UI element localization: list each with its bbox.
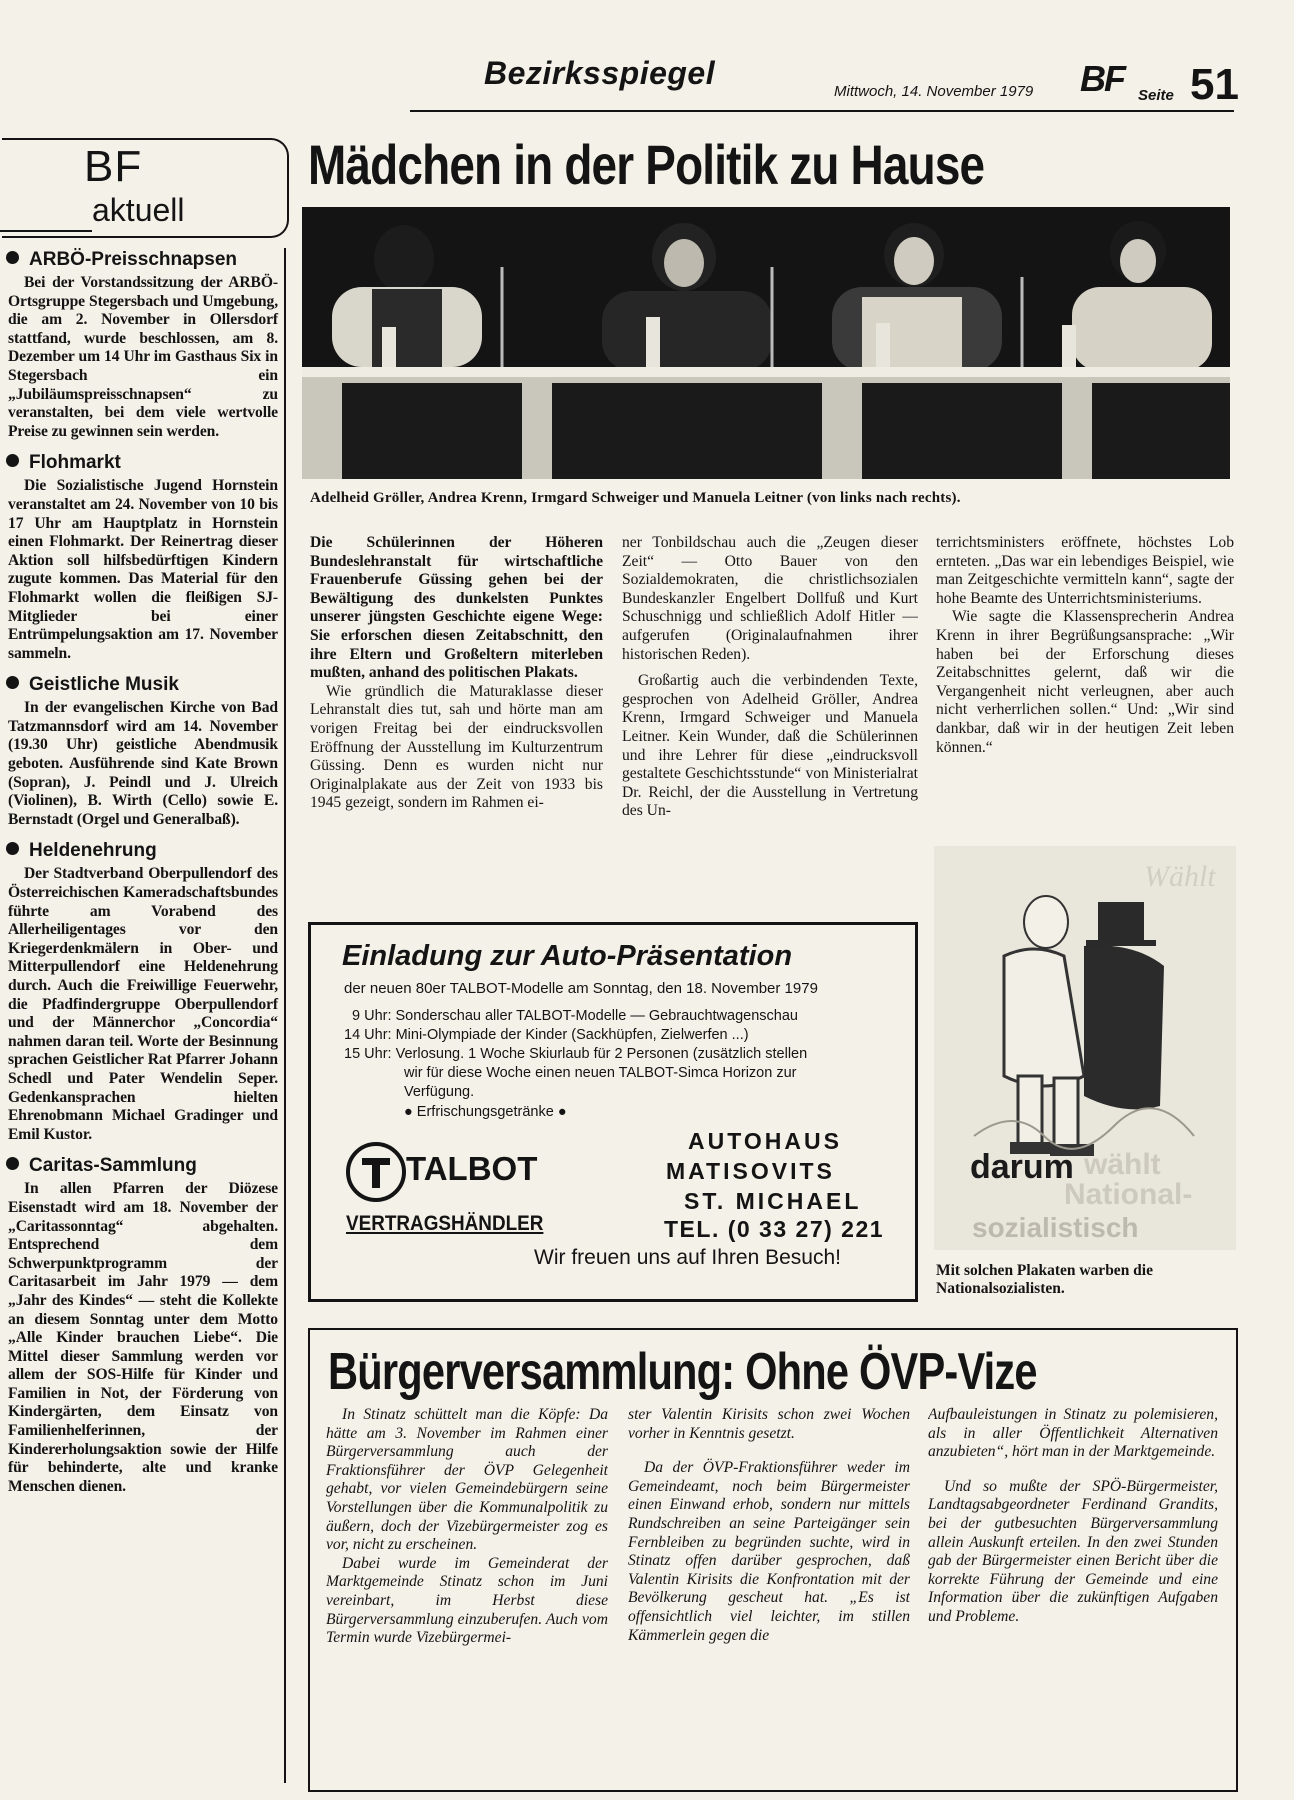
- brief-heading: ARBÖ-Preisschnapsen: [2, 248, 278, 272]
- article2-paragraph: Da der ÖVP-Fraktionsführer weder im Gemeindeamt, noch beim Bürgermeister einen Einwand erhob, sondern nur mittels Rundschreiben an seine Parteigänger sein Fernbleiben zu begründen suchte, wird in Stinatz offen darüber gesprochen, daß Valentin Kirisits die Konfrontation mit der Bevölkerung gescheut hat. „Es ist offensichtlich viel leichter, im stillen Kämmerlein gegen die: [628, 1459, 910, 1644]
- brief-text: In der evangelischen Kirche von Bad Tatzmannsdorf wird am 14. November (19.30 Uhr) geistliche Abendmusik geboten. Ausführende sind Kate Brown (Sopran), J. Peindl und J. Ulreich (Violinen), B. Wirth (Cello) sowie E. Bernstadt (Orgel und Generalbaß).: [8, 699, 278, 828]
- article-column-3: [936, 534, 1234, 834]
- article2-column-1: [326, 1406, 608, 1778]
- ad-schedule-line: Verfügung.: [404, 1084, 475, 1100]
- main-headline: Mädchen in der Politik zu Hause: [308, 133, 985, 196]
- brief-heading: Caritas-Sammlung: [2, 1154, 278, 1178]
- article-column-2: [622, 534, 918, 894]
- newspaper-logo: BF: [1080, 58, 1124, 99]
- brief-text: In allen Pfarren der Diözese Eisenstadt wird am 18. November der „Caritassonntag“ abgehalten. Entsprechend dem Schwerpunktprogramm der Caritasarbeit im Jahr 1979 — dem „Jahr des Kindes“ — steht die Kollekte an diesem Sonntag unter dem Motto „Alle Kinder brauchen Liebe“. Die Mittel dieser Sammlung werden vor allem der SOS-Hilfe für Kinder und Familien in Not, der Förderung von Kindergärten, dem Einsatz von Familienhelferinnen, der Kindererholungsaktion sowie der Hilfe für behinderte, alte und kranke Menschen dienen.: [8, 1180, 278, 1495]
- brief-item: [2, 451, 278, 663]
- ad-subtitle: der neuen 80er TALBOT-Modelle am Sonntag, den 18. November 1979: [344, 980, 818, 997]
- ad-schedule-line: 15 Uhr: Verlosung. 1 Woche Skiurlaub für 2 Personen (zusätzlich stellen: [344, 1046, 808, 1062]
- svg-text:Wählt: Wählt: [1144, 860, 1216, 893]
- bullet-icon: [6, 842, 19, 855]
- bf-aktuell-rule: [0, 230, 92, 232]
- page-number: 51: [1190, 60, 1239, 109]
- article2-paragraph: Dabei wurde im Gemeinderat der Marktgemeinde Stinatz schon im Juni vereinbart, im Herbst diese Bürgerversammlung einzuberufen. Auch vom Termin wurde Vizebürgermei-: [326, 1554, 608, 1647]
- article-paragraph: Wie sagte die Klassensprecherin Andrea Krenn in ihrer Begrüßungsansprache: „Wir haben bei der Erforschung dieses Zeitabschnittes gelernt, daß wir die Vergangenheit nicht verleugnen, aber auch nicht verherrlichen sollen.“ Und: „Wir sind dankbar, daß wir in der heutigen Zeit leben können.“: [936, 608, 1234, 756]
- brief-text: Der Stadtverband Oberpullendorf des Österreichischen Kameradschaftsbundes führte am Vorabend des Allerheiligentages vor den Kriegerdenkmälern in Ober- und Mitterpullendorf eine Heldenehrung durch. Auch die Freiwillige Feuerwehr, die Pfadfindergruppe Oberpullendorf und der Männerchor „Concordia“ nahmen daran teil. Worte der Besinnung sprachen Geistlicher Rat Pfarrer Johann Schedl und Pater Wendelin Seper. Gedenkansprachen hielten Ehrenobmann Michael Gradinger und Emil Kustor.: [8, 865, 278, 1143]
- article2-paragraph: In Stinatz schüttelt man die Köpfe: Da hätte am 3. November im Rahmen einer Bürgerversammlung auch der Fraktionsführer der ÖVP Gelegenheit gehabt, vor vielen Gemeindebürgern seine Vorstellungen über die Kommunalpolitik zu äußern, doch der Vizebürgermeister zog es vor, nicht zu erscheinen.: [326, 1406, 608, 1554]
- ad-phone: TEL. (0 33 27) 221: [664, 1216, 885, 1242]
- section-name: Bezirksspiegel: [484, 55, 716, 91]
- brief-heading: Heldenehrung: [2, 839, 278, 863]
- talbot-emblem-icon: [350, 1146, 402, 1198]
- photo-caption: Adelheid Gröller, Andrea Krenn, Irmgard Schweiger und Manuela Leitner (von links nach rechts).: [310, 490, 961, 506]
- photo-illustration: [302, 207, 1230, 479]
- poster-slogan-2: wählt: [1084, 1148, 1161, 1181]
- article2-paragraph: Und so mußte der SPÖ-Bürgermeister, Landtagsabgeordneter Ferdinand Grandits, bei der gutbesuchten Bürgerversammlung allein Auskunft erteilen. In den zwei Stunden gab der Bürgermeister einen Bericht über die korrekte Führung der Gemeinde und eine Information über die zukünftigen Aufgaben und Probleme.: [928, 1477, 1218, 1625]
- ad-address-line: AUTOHAUS: [688, 1128, 842, 1154]
- brief-text: Die Sozialistische Jugend Hornstein veranstaltet am 24. November von 10 bis 17 Uhr am Hauptplatz in Hornstein einen Flohmarkt. Der Reinertrag dieser Aktion soll hilfsbedürftigen Kindern zugute kommen. Das Material für den Flohmarkt wollen die fleißigen SJ-Mitglieder bei einer Entrümpelungsaktion am 17. November sammeln.: [8, 477, 278, 662]
- advertisement-box: [308, 922, 918, 1302]
- poster-slogan-3: National-: [1064, 1178, 1193, 1211]
- article-paragraph: Wie gründlich die Maturaklasse dieser Lehranstalt dies tut, sah und hörte man am vorigen Freitag bei der eindrucksvollen Eröffnung der Ausstellung im Kulturzentrum Güssing. Denn es wurden nicht nur Originalplakate aus der Zeit von 1933 bis 1945 gezeigt, sondern im Rahmen ei-: [310, 682, 603, 812]
- ad-welcome-text: Wir freuen uns auf Ihren Besuch!: [534, 1246, 841, 1269]
- article-column-1: [310, 534, 603, 894]
- ad-address-line: ST. MICHAEL: [684, 1188, 862, 1214]
- bf-aktuell-subtitle: aktuell: [92, 192, 185, 228]
- ad-schedule-line: 14 Uhr: Mini-Olympiade der Kinder (Sackhüpfen, Zielwerfen ...): [344, 1027, 749, 1043]
- brief-item: [2, 839, 278, 1144]
- poster-caption: Mit solchen Plakaten warben die Nationalsozialisten.: [936, 1262, 1153, 1297]
- brief-item: [2, 248, 278, 441]
- ad-refreshments: ● Erfrischungsgetränke ●: [404, 1104, 567, 1120]
- ad-schedule-line: wir für diese Woche einen neuen TALBOT-Simca Horizon zur: [404, 1065, 797, 1081]
- article2-paragraph: Aufbauleistungen in Stinatz zu polemisieren, als in aller Öffentlichkeit Alternativen anzubieten“, hört man in der Marktgemeinde.: [928, 1406, 1218, 1461]
- nazi-poster-image: [934, 846, 1236, 1250]
- poster-slogan-1: darum: [970, 1148, 1074, 1186]
- brief-text: Bei der Vorstandssitzung der ARBÖ-Ortsgruppe Stegersbach und Umgebung, die am 2. November in Ollersdorf stattfand, wurde beschlossen, am 8. Dezember um 14 Uhr im Gasthaus Six in Stegersbach ein „Jubiläumspreisschnapsen“ zu veranstalten, bei dem viele wertvolle Preise zu gewinnen sein werden.: [8, 274, 278, 440]
- brief-item: [2, 1154, 278, 1496]
- brief-heading: Geistliche Musik: [2, 673, 278, 697]
- news-briefs-column: [2, 248, 286, 1783]
- article-paragraph: terrichtsministers eröffnete, höchstes Lob ernteten. „Das war ein lebendiges Beispiel, wie man Zeitgeschichte vermitteln kann“, sagte der hohe Beamte des Unterrichtsministeriums.: [936, 534, 1234, 607]
- article2-column-2: [628, 1406, 910, 1778]
- press-photo: [302, 207, 1230, 479]
- ad-brand: TALBOT: [406, 1150, 538, 1187]
- ad-title: Einladung zur Auto-Präsentation: [342, 940, 793, 972]
- article2-paragraph: ster Valentin Kirisits schon zwei Wochen vorher in Kenntnis gesetzt.: [628, 1406, 910, 1442]
- talbot-logo-icon: [346, 1142, 406, 1202]
- article2-column-3: [928, 1406, 1218, 1778]
- article-paragraph: ner Tonbildschau auch die „Zeugen dieser Zeit“ — Otto Bauer von den Sozialdemokraten, die christlichsozialen Bundeskanzler Engelbert Dollfuß und Kurt Schuschnigg und schließlich Adolf Hitler — aufgerufen (Originalaufnahmen ihrer historischen Reden).: [622, 534, 918, 663]
- ad-address-line: MATISOVITS: [666, 1158, 835, 1184]
- bullet-icon: [6, 251, 19, 264]
- bullet-icon: [6, 454, 19, 467]
- bf-aktuell-title: BF: [84, 142, 143, 191]
- bullet-icon: [6, 676, 19, 689]
- page-label: Seite: [1138, 87, 1174, 104]
- ad-dealer-label: VERTRAGSHÄNDLER: [346, 1212, 544, 1235]
- brief-heading: Flohmarkt: [2, 451, 278, 475]
- masthead-divider: [410, 110, 1234, 112]
- article2-headline: Bürgerversammlung: Ohne ÖVP-Vize: [328, 1343, 1037, 1401]
- publication-date: Mittwoch, 14. November 1979: [834, 83, 1034, 100]
- article-paragraph: Großartig auch die verbindenden Texte, gesprochen von Adelheid Gröller, Andrea Krenn, Irmgard Schweiger und Manuela Leitner. Kein Wunder, daß die Schülerinnen und ihre Lehrer für diese „eindrucksvoll gestaltete Geschichtsstunde“ von Ministerialrat Dr. Reichl, der die Ausstellung in Vertretung des Un-: [622, 672, 918, 820]
- article-lead: Die Schülerinnen der Höheren Bundeslehranstalt für wirtschaftliche Frauenberufe Güssing gehen bei der Bewältigung des dunkelsten Punktes unserer jüngsten Geschichte eigene Wege: Sie erforschen diesen Zeitabschnitt, den ihre Eltern und Großeltern miterleben mußten, anhand des politischen Plakats.: [310, 534, 603, 682]
- ad-schedule-line: 9 Uhr: Sonderschau aller TALBOT-Modelle — Gebrauchtwagenschau: [352, 1008, 798, 1024]
- poster-slogan-4: sozialistisch: [972, 1212, 1139, 1243]
- bullet-icon: [6, 1157, 19, 1170]
- brief-item: [2, 673, 278, 829]
